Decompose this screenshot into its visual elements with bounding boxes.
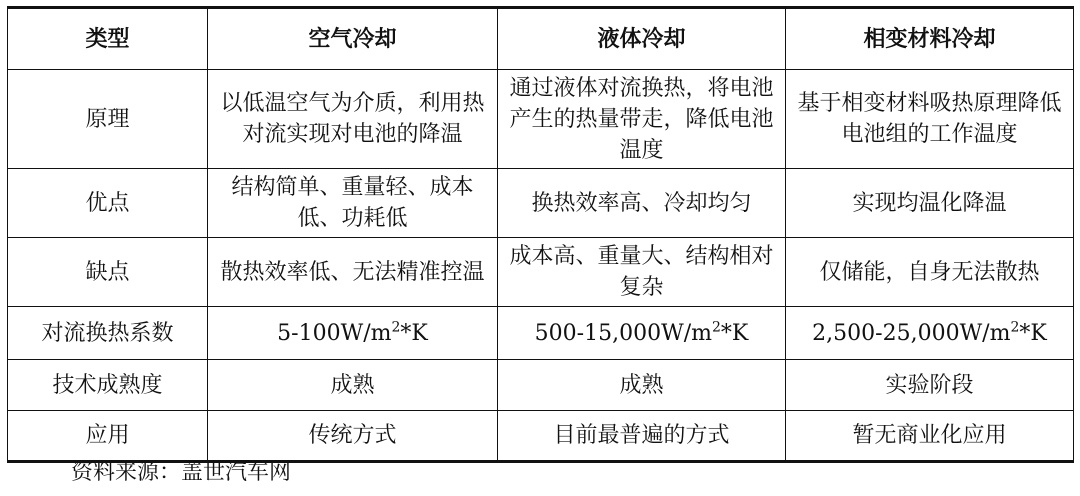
cell-advantages-pcm: 实现均温化降温 xyxy=(786,169,1074,238)
row-label-principle: 原理 xyxy=(8,70,208,169)
cell-disadvantages-pcm: 仅储能，自身无法散热 xyxy=(786,238,1074,307)
table-row-coefficient xyxy=(8,307,1074,360)
header-liquid-cooling: 液体冷却 xyxy=(498,8,786,70)
header-row xyxy=(8,8,1074,70)
coef-air-exp: 2 xyxy=(391,319,401,336)
table-row-principle xyxy=(8,70,1074,169)
cell-disadvantages-liquid: 成本高、重量大、结构相对复杂 xyxy=(498,238,786,307)
coef-air-value: 5-100W/m xyxy=(277,320,392,346)
header-type: 类型 xyxy=(8,8,208,70)
coef-liquid-tail: *K xyxy=(720,320,749,346)
header-pcm-cooling: 相变材料冷却 xyxy=(786,8,1074,70)
cell-maturity-pcm: 实验阶段 xyxy=(786,360,1074,411)
cell-maturity-air: 成熟 xyxy=(208,360,498,411)
cell-maturity-liquid: 成熟 xyxy=(498,360,786,411)
cell-coefficient-pcm xyxy=(786,307,1074,360)
cell-advantages-air: 结构简单、重量轻、成本低、功耗低 xyxy=(208,169,498,238)
table-row-application xyxy=(8,411,1074,462)
coef-pcm-tail: *K xyxy=(1019,320,1047,346)
row-label-disadvantages: 缺点 xyxy=(8,238,208,307)
cell-coefficient-liquid xyxy=(498,307,786,360)
cell-application-liquid: 目前最普遍的方式 xyxy=(498,411,786,462)
source-note: 资料来源：盖世汽车网 xyxy=(71,460,292,485)
coef-air-tail: *K xyxy=(400,320,428,346)
row-label-advantages: 优点 xyxy=(8,169,208,238)
cooling-comparison-table xyxy=(7,6,1074,463)
table-row-advantages xyxy=(8,169,1074,238)
cell-principle-air: 以低温空气为介质，利用热对流实现对电池的降温 xyxy=(208,70,498,169)
row-label-application: 应用 xyxy=(8,411,208,462)
coef-liquid-exp: 2 xyxy=(711,319,721,336)
coef-pcm-exp: 2 xyxy=(1010,319,1020,336)
table-row-disadvantages xyxy=(8,238,1074,307)
coef-liquid-value: 500-15,000W/m xyxy=(534,320,712,346)
cell-application-air: 传统方式 xyxy=(208,411,498,462)
cell-application-pcm: 暂无商业化应用 xyxy=(786,411,1074,462)
row-label-maturity: 技术成熟度 xyxy=(8,360,208,411)
row-label-coefficient: 对流换热系数 xyxy=(8,307,208,360)
cell-principle-liquid: 通过液体对流换热，将电池产生的热量带走，降低电池温度 xyxy=(498,70,786,169)
cell-advantages-liquid: 换热效率高、冷却均匀 xyxy=(498,169,786,238)
coef-pcm-value: 2,500-25,000W/m xyxy=(812,320,1011,346)
cell-principle-pcm: 基于相变材料吸热原理降低电池组的工作温度 xyxy=(786,70,1074,169)
header-air-cooling: 空气冷却 xyxy=(208,8,498,70)
cell-disadvantages-air: 散热效率低、无法精准控温 xyxy=(208,238,498,307)
table-row-maturity xyxy=(8,360,1074,411)
cell-coefficient-air xyxy=(208,307,498,360)
